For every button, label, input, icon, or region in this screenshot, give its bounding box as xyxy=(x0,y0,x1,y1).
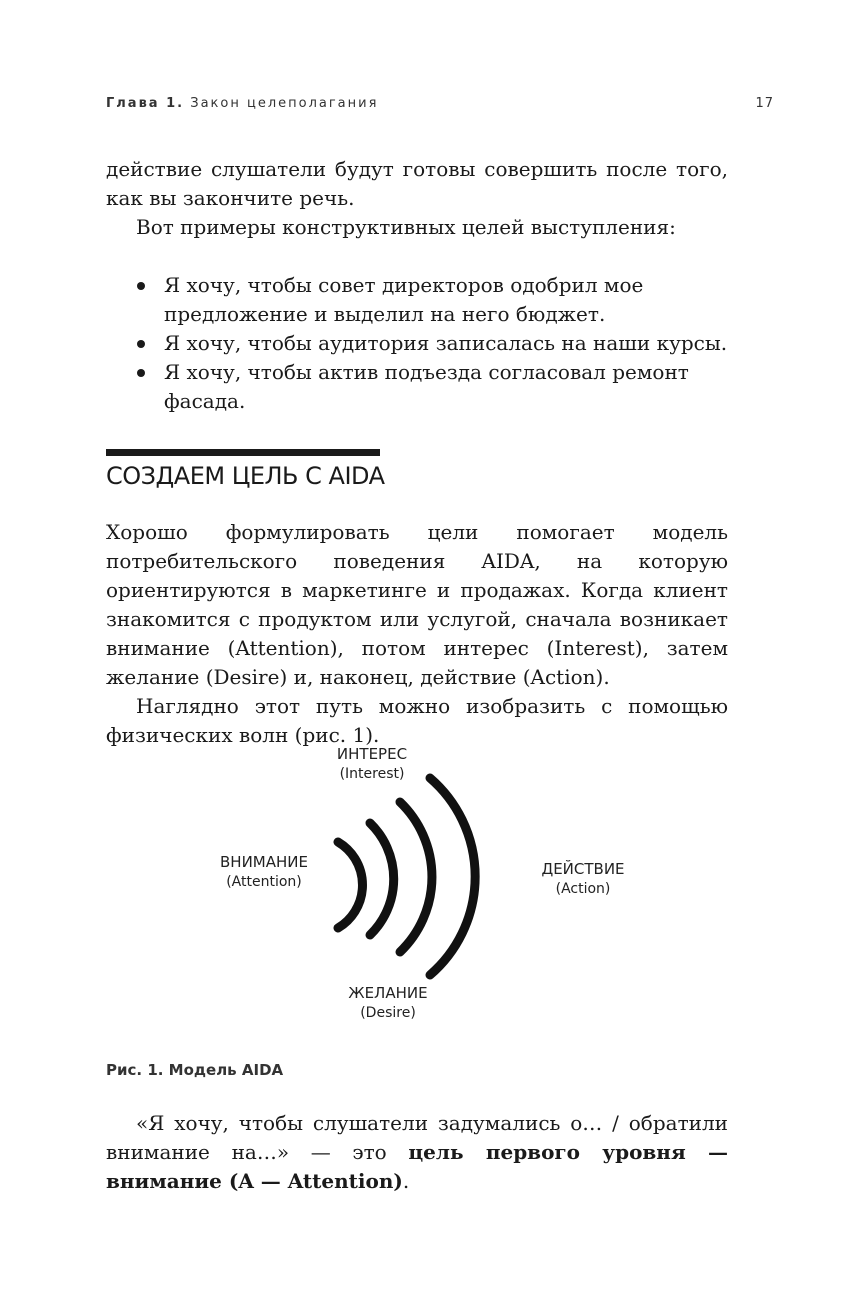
aida-figure xyxy=(0,730,862,1030)
closing-end: . xyxy=(402,1169,410,1193)
attention-label xyxy=(199,852,329,892)
figure-caption: Рис. 1. Модель AIDA xyxy=(106,1061,284,1079)
attention-wave xyxy=(338,842,362,928)
interest-wave xyxy=(370,823,394,935)
closing-emphasis: цель первого уровня — внимание (A — Attention) xyxy=(106,1140,728,1193)
desire-label-en: (Desire) xyxy=(360,1005,416,1021)
continuation-paragraph: действие слушатели будут готовы совершить после того, как вы закончите речь. xyxy=(106,157,728,210)
lead-paragraph: Вот примеры конструктивных целей выступления: xyxy=(136,215,676,239)
running-head xyxy=(106,96,774,111)
chapter-title: Закон целеполагания xyxy=(190,96,379,111)
closing-text: «Я хочу, чтобы слушатели задумались о… / обратили внимание на…» — это xyxy=(106,1111,728,1164)
desire-wave xyxy=(400,802,432,952)
desire-label-ru: ЖЕЛАНИЕ xyxy=(348,984,428,1002)
chapter-label: Глава 1. xyxy=(106,96,185,111)
action-label xyxy=(518,859,648,899)
section-body xyxy=(106,518,728,750)
goal-examples-list xyxy=(106,271,728,416)
page-number: 17 xyxy=(755,96,774,111)
waves-paragraph: Наглядно этот путь можно изобразить с помощью физических волн (рис. 1). xyxy=(106,694,728,747)
attention-label-ru: ВНИМАНИЕ xyxy=(220,853,308,871)
list-item: Я хочу, чтобы актив подъезда согласовал ремонт фасада. xyxy=(106,358,728,416)
action-wave xyxy=(430,778,475,975)
desire-label xyxy=(323,983,453,1023)
list-item: Я хочу, чтобы совет директоров одобрил мое предложение и выделил на него бюджет. xyxy=(106,271,728,329)
interest-label xyxy=(307,744,437,784)
list-item: Я хочу, чтобы аудитория записалась на наши курсы. xyxy=(106,329,728,358)
interest-label-ru: ИНТЕРЕС xyxy=(336,745,408,763)
section-rule xyxy=(106,449,380,456)
action-label-en: (Action) xyxy=(555,881,611,897)
aida-paragraph: Хорошо формулировать цели помогает модель потребительского поведения AIDA, на которую ориентируются в маркетинге и продажах. Когда клиент знакомится с продуктом или услугой, сначала возникает внимание (Attention), потом интерес (Interest), затем желание (Desire) и, наконец, действие (Action). xyxy=(106,520,728,689)
section-title: СОЗДАЕМ ЦЕЛЬ С AIDA xyxy=(106,462,385,490)
intro-block xyxy=(106,155,728,416)
interest-label-en: (Interest) xyxy=(339,766,405,782)
closing-paragraph xyxy=(106,1109,728,1196)
action-label-ru: ДЕЙСТВИЕ xyxy=(541,860,625,878)
attention-label-en: (Attention) xyxy=(226,874,302,890)
